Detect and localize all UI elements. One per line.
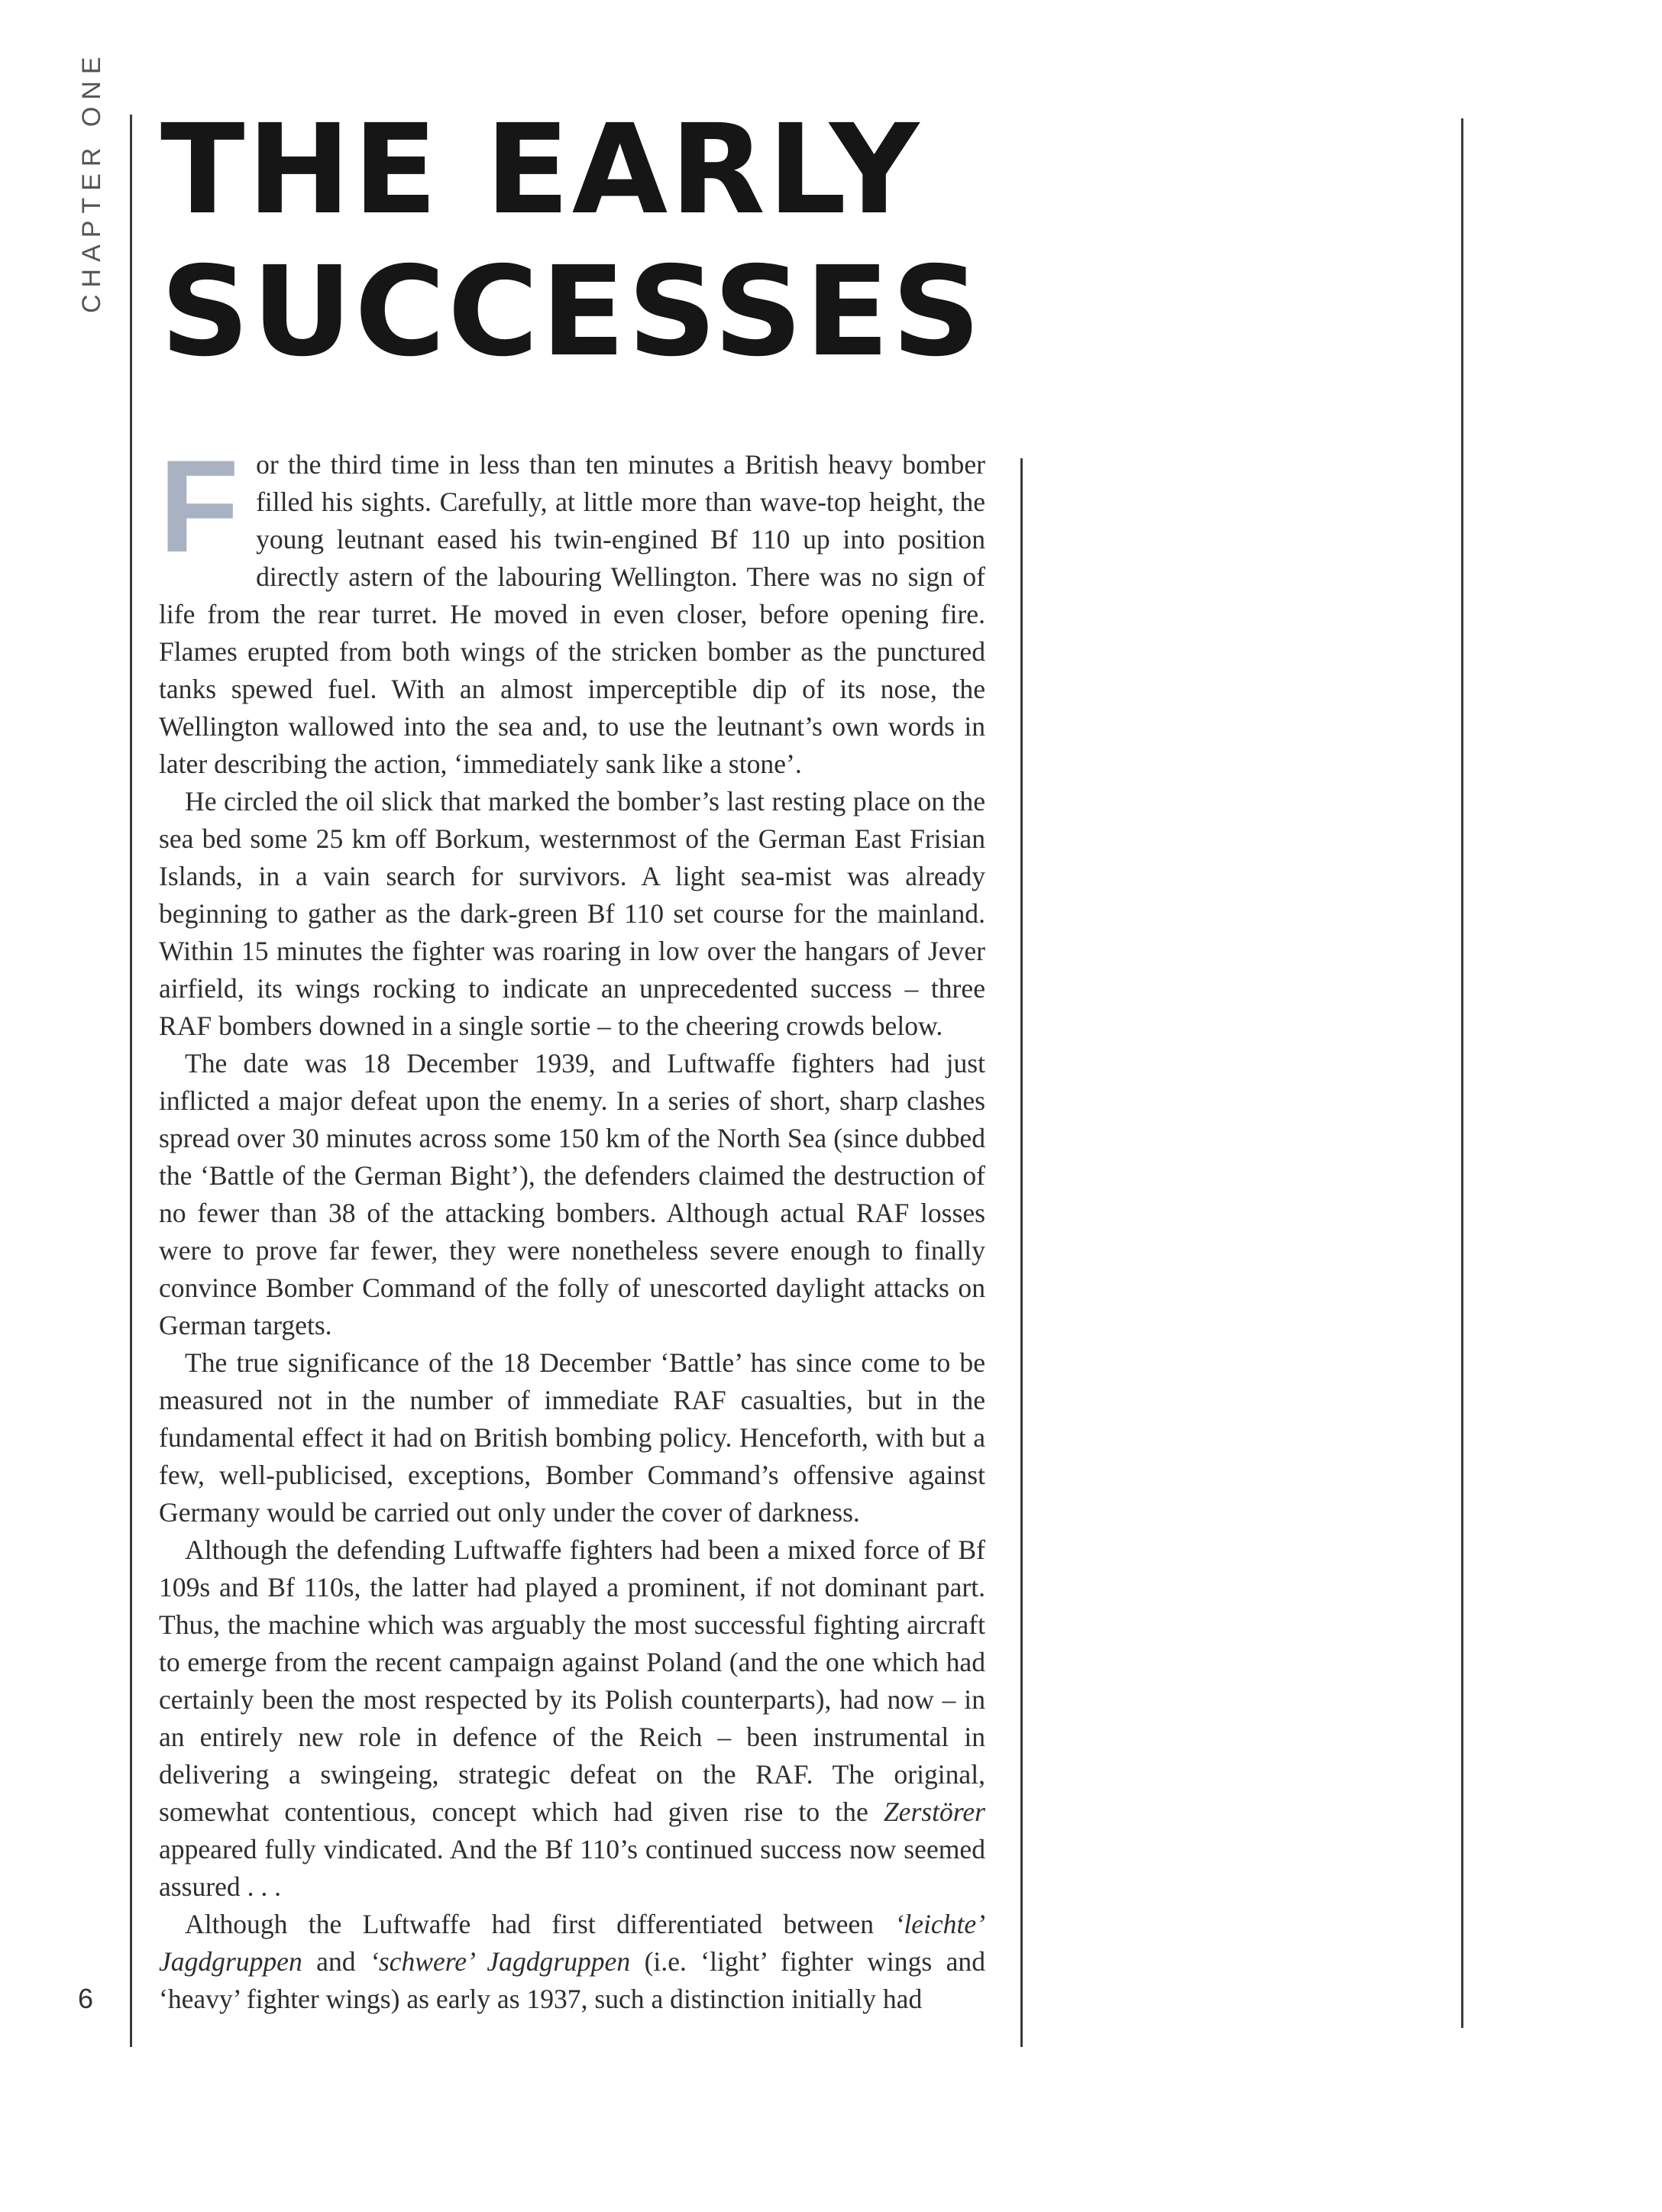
paragraph-2: He circled the oil slick that marked the bomber’s last resting place on the sea bed some 25 km off Borkum, westernmost of the German East Frisian Islands, in a vain search for survivors. A light sea-mist was already beginning to gather as the dark-green Bf 110 set course for the mainland. Within 15 minutes the fighter was roaring in low over the hangars of Jever airfield, its wings rocking to indicate an unprecedented success – three RAF bombers downed in a single sortie – to the cheering crowds below. — [159, 786, 985, 1041]
chapter-label: CHAPTER ONE — [77, 50, 106, 313]
paragraph-1-text: or the third time in less than ten minutes a British heavy bomber filled his sights. Carefully, at little more than wave-top height, the young leutnant eased his twin-engined Bf 110 up into position directly astern of the labouring Wellington. There was no sign of life from the rear turret. He moved in even closer, before opening fire. Flames erupted from both wings of the stricken bomber as the punctured tanks spewed fuel. With an almost imperceptible dip of its nose, the Wellington wallowed into the sea and, to use the leutnant’s own words in later describing the action, ‘immediately sank like a stone’. — [159, 449, 985, 779]
paragraph-6-text-b: and — [316, 1946, 356, 1977]
chapter-title-line-1: THE EARLY — [160, 99, 922, 242]
chapter-title-line-2: SUCCESSES — [160, 241, 984, 384]
body-text — [159, 433, 986, 2018]
zerstorer-term: Zerstörer — [883, 1796, 985, 1827]
paragraph-6-text-a: Although the Luftwaffe had first differentiated between — [185, 1909, 875, 1939]
paragraph-4: The true significance of the 18 December ‘Battle’ has since come to be measured not in the number of immediate RAF casualties, but in the fundamental effect it had on British bombing policy. Henceforth, with but a few, well-publicised, exceptions, Bomber Command’s offensive against Germany would be carried out only under the cover of darkness. — [159, 1347, 985, 1528]
schwere-term: ‘schwere’ Jagdgruppen — [369, 1946, 631, 1977]
paragraph-6 — [159, 1906, 985, 2018]
paragraph-3: The date was 18 December 1939, and Luftwaffe fighters had just inflicted a major defeat upon the enemy. In a series of short, sharp clashes spread over 30 minutes across some 150 km of the North Sea (since dubbed the ‘Battle of the German Bight’), the defenders claimed the destruction of no fewer than 38 of the attacking bombers. Although actual RAF losses were to prove far fewer, they were nonetheless severe enough to finally convince Bomber Command of the folly of unescorted daylight attacks on German targets. — [159, 1048, 985, 1340]
text-column-rule — [1020, 458, 1023, 2047]
chapter-title — [160, 99, 983, 383]
paragraph-6-text-c: (i.e. ‘light’ fighter wings and ‘heavy’ fighter wings) as early as 1937, such a distinction initially had — [159, 1946, 986, 2014]
paragraph-5-text-b: appeared fully vindicated. And the Bf 110’s continued success now seemed assured . . . — [159, 1834, 985, 1902]
leichte-term: ‘leichte’ Jagdgruppen — [159, 1909, 985, 1977]
right-margin-rule — [1461, 118, 1463, 2028]
paragraph-1 — [159, 433, 985, 783]
drop-cap: F — [159, 433, 240, 580]
page-number: 6 — [78, 1983, 94, 2014]
paragraph-5 — [159, 1531, 985, 1906]
paragraph-5-text-a: Although the defending Luftwaffe fighters had been a mixed force of Bf 109s and Bf 110s, the latter had played a prominent, if not dominant part. Thus, the machine which was arguably the most successful fighting aircraft to emerge from the recent campaign against Poland (and the one which had certainly been the most respected by its Polish counterparts), had now – in an entirely new role in defence of the Reich – been instrumental in delivering a swingeing, strategic defeat on the RAF. The original, somewhat contentious, concept which had given rise to the — [159, 1534, 985, 1827]
left-margin-rule — [130, 115, 132, 2047]
